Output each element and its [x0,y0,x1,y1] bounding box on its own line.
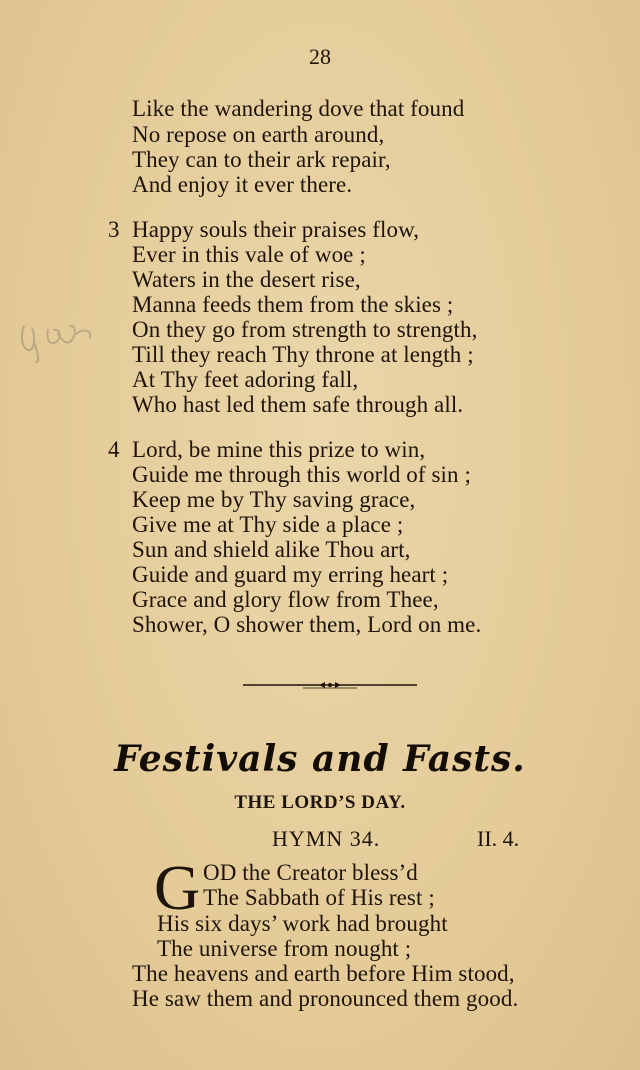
stanza-number: 4 [108,437,120,462]
verse-line: Guide me through this world of sin ; [132,462,471,487]
verse-line: And enjoy it ever there. [132,172,353,197]
hymn-meter: II. 4. [477,826,520,851]
verse-line: Give me at Thy side a place ; [132,512,404,537]
verse-line: Till they reach Thy throne at length ; [132,342,474,367]
hymn-line: His six days’ work had brought [157,911,448,936]
verse-line: Shower, O shower them, Lord on me. [132,612,482,637]
verse-line: Ever in this vale of woe ; [132,242,366,267]
verse-line: Manna feeds them from the skies ; [132,292,454,317]
hymn-line: OD the Creator bless’d [203,860,418,885]
verse-line: At Thy feet adoring fall, [132,367,359,392]
stanza-number: 3 [108,217,120,242]
section-title: Festivals and Fasts. [114,738,526,780]
verse-line: On they go from strength to strength, [132,317,478,342]
verse-line: Guide and guard my erring heart ; [132,562,449,587]
section-subtitle: THE LORD’S DAY. [234,792,406,813]
verse-line: Lord, be mine this prize to win, [132,437,426,462]
hymn-number: HYMN 34. [272,826,381,851]
page-number: 28 [309,44,331,69]
verse-line: Waters in the desert rise, [132,267,361,292]
verse-line: Keep me by Thy saving grace, [132,487,416,512]
hymn-line: The universe from nought ; [157,936,412,961]
verse-line: Sun and shield alike Thou art, [132,537,411,562]
verse-line: They can to their ark repair, [132,147,391,172]
ornamental-divider [243,680,417,692]
hymn-line: He saw them and pronounced them good. [132,986,519,1011]
drop-cap: G [154,852,201,923]
verse-line: Happy souls their praises flow, [132,217,420,242]
hymn-line: The heavens and earth before Him stood, [132,961,515,986]
verse-line: Grace and glory flow from Thee, [132,587,439,612]
verse-line: Who hast led them safe through all. [132,392,464,417]
verse-line: Like the wandering dove that found [132,96,465,121]
verse-line: No repose on earth around, [132,122,385,147]
hymn-line: The Sabbath of His rest ; [203,885,435,910]
pencil-mark-icon [14,314,102,364]
